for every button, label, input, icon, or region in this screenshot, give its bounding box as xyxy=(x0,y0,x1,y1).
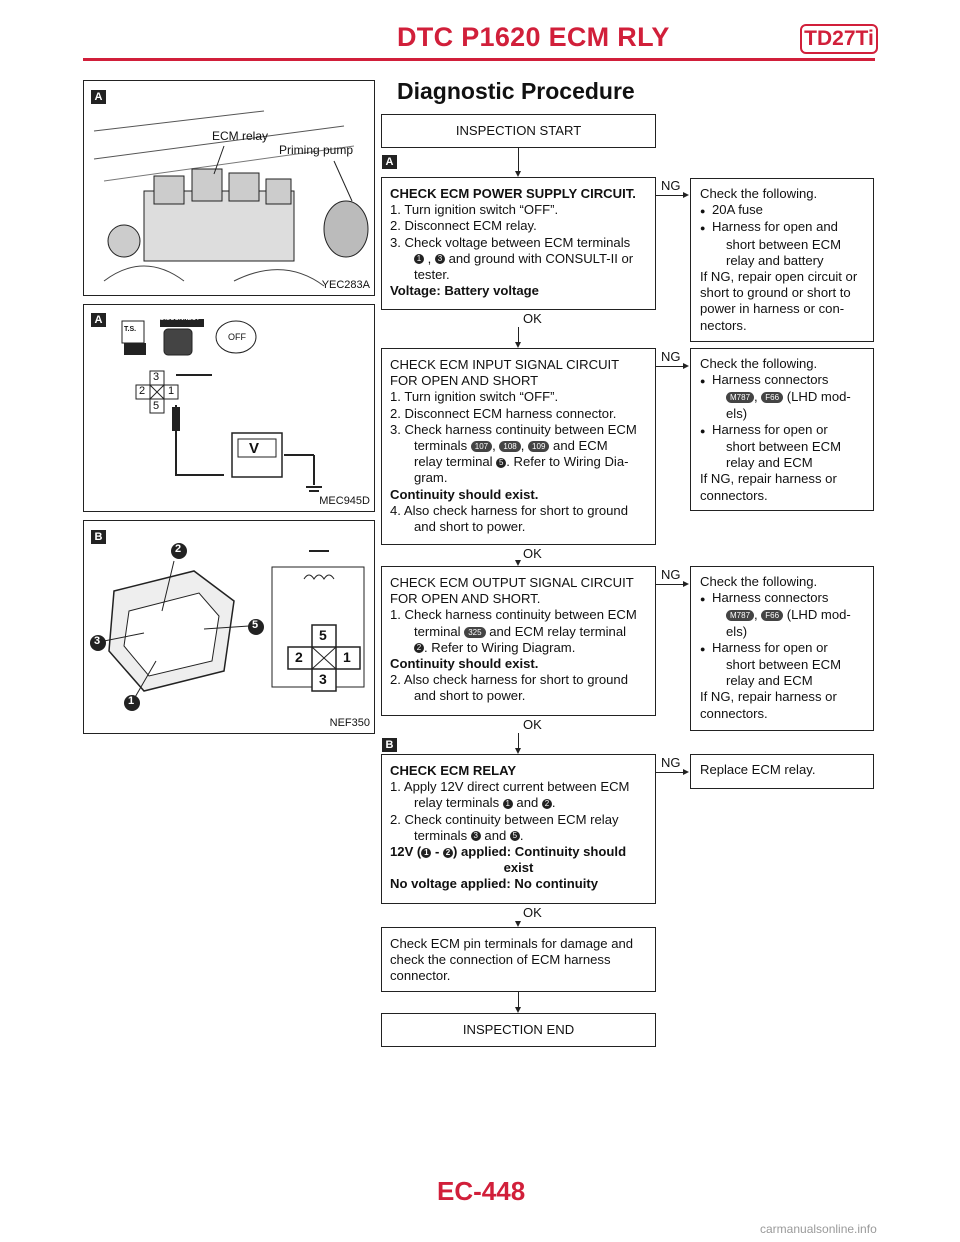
step1-line3: 3. Check voltage between ECM terminals xyxy=(390,234,631,250)
step3-line1: 1. Check harness continuity between ECM xyxy=(390,607,637,623)
terminal-number: 2 xyxy=(443,848,453,858)
terminal-number: 2 xyxy=(542,799,552,809)
connector-pill: F66 xyxy=(761,392,783,403)
step4-result2: No voltage applied: No continuity xyxy=(390,876,599,892)
figure-relay-terminals xyxy=(83,520,375,734)
terminal-number: 1 xyxy=(503,799,513,809)
disconnect-label: DISCONNECT xyxy=(160,316,200,322)
section-title: Diagnostic Procedure xyxy=(397,78,635,104)
step3-box xyxy=(381,566,656,716)
ng-bullet: ● 20A fuse xyxy=(700,202,763,218)
step5-line2: check the connection of ECM harness xyxy=(390,952,611,968)
start-text: INSPECTION START xyxy=(455,123,582,138)
flow-connector xyxy=(518,733,519,749)
flow-connector xyxy=(518,327,519,343)
figure-tag: A xyxy=(91,313,106,327)
ng-line: short to ground or short to xyxy=(700,285,851,301)
step3-ng-label: NG xyxy=(661,567,681,582)
terminal-number: 3 xyxy=(471,831,481,841)
step2-line3: 3. Check harness continuity between ECM xyxy=(390,421,637,437)
step2-ng-label: NG xyxy=(661,349,681,364)
step3-line1b: terminal 325 and ECM relay terminal xyxy=(414,623,627,639)
step1-ng-box xyxy=(690,178,874,342)
step4-ok-label: OK xyxy=(523,905,542,920)
ng-bullet: ● Harness for open or xyxy=(700,639,828,655)
pin-callout: 1 xyxy=(128,695,135,707)
inspection-start-box xyxy=(381,114,656,148)
ng-line: If NG, repair harness or xyxy=(700,689,837,705)
step3-title2: FOR OPEN AND SHORT. xyxy=(390,591,541,607)
figure-tag: B xyxy=(91,530,106,544)
pin-label: 1 xyxy=(168,385,175,397)
ng-line: If NG, repair open circuit or xyxy=(700,269,858,285)
ng-arrow xyxy=(683,769,689,775)
step2-title1: CHECK ECM INPUT SIGNAL CIRCUIT xyxy=(390,357,620,372)
ng-connector xyxy=(656,366,684,367)
flow-tag-a: A xyxy=(382,155,397,169)
ng-bullet: ● Harness for open or xyxy=(700,421,828,437)
step4-line1: 1. Apply 12V direct current between ECM xyxy=(390,779,630,795)
ng-line: Check the following. xyxy=(700,356,818,371)
step3-line2: 2. Also check harness for short to ground xyxy=(390,672,629,688)
connector-pill: M787 xyxy=(726,610,754,621)
figure-tag: A xyxy=(91,90,106,104)
relay-pin-label: 3 xyxy=(319,671,327,687)
terminal-pill: 108 xyxy=(499,441,520,452)
ng-line: Replace ECM relay. xyxy=(700,762,816,777)
step2-ok-label: OK xyxy=(523,546,542,561)
ng-line: relay and ECM xyxy=(726,455,813,471)
ng-line: Check the following. xyxy=(700,186,818,201)
figure-voltage-check xyxy=(83,304,375,512)
step1-line3c: tester. xyxy=(414,267,450,283)
step4-title: CHECK ECM RELAY xyxy=(390,763,517,778)
pin-callout: 2 xyxy=(175,543,182,555)
terminal-number: 2 xyxy=(414,643,424,653)
ecm-relay-label: ECM relay xyxy=(212,129,269,143)
ng-line: Check the following. xyxy=(700,574,818,589)
step2-line2: 2. Disconnect ECM harness connector. xyxy=(390,405,617,421)
pin-label: 5 xyxy=(153,400,160,412)
step1-line3b: 1 , 3 and ground with CONSULT-II or xyxy=(390,251,647,267)
off-label: OFF xyxy=(228,332,246,342)
step1-line1: 1. Turn ignition switch “OFF”. xyxy=(390,202,559,218)
ng-connectors-line: M787 , F66 (LHD mod- xyxy=(700,389,864,405)
ng-line: relay and ECM xyxy=(726,673,813,689)
terminal-pill: 107 xyxy=(471,441,492,452)
ts-label: T.S. xyxy=(124,326,137,333)
connector-pill: M787 xyxy=(726,392,754,403)
ng-line: If NG, repair harness or xyxy=(700,471,837,487)
step4-line1b: relay terminals 1 and 2 . xyxy=(414,795,556,811)
ng-line: power in harness or con- xyxy=(700,301,845,317)
step4-line2b: terminals 3 and 5 . xyxy=(414,827,524,843)
ng-connector xyxy=(656,772,684,773)
step1-line2: 2. Disconnect ECM relay. xyxy=(390,218,537,234)
step1-box xyxy=(381,177,656,310)
step4-ng-box xyxy=(690,754,874,789)
step2-line3d: gram. xyxy=(414,470,448,486)
terminal-number: 3 xyxy=(435,254,445,264)
flow-connector xyxy=(518,148,519,172)
step3-line2b: and short to power. xyxy=(414,688,526,704)
step5-box xyxy=(381,927,656,992)
ng-line: nectors. xyxy=(700,317,747,333)
figure-code: YEC283A xyxy=(321,279,370,291)
ng-line: short between ECM xyxy=(726,236,841,252)
pin-label: 3 xyxy=(153,371,160,383)
step1-ok-label: OK xyxy=(523,311,542,326)
ng-bullet: ● Harness connectors xyxy=(700,372,829,388)
ng-line: els) xyxy=(726,405,748,421)
ng-arrow xyxy=(683,192,689,198)
ng-line: connectors. xyxy=(700,705,768,721)
step5-line1: Check ECM pin terminals for damage and xyxy=(390,936,634,951)
ng-connector xyxy=(656,584,684,585)
step2-result: Continuity should exist. xyxy=(390,486,539,502)
page-number: EC-448 xyxy=(437,1176,526,1206)
step3-ng-box xyxy=(690,566,874,731)
priming-pump-label: Priming pump xyxy=(279,143,354,157)
step3-title1: CHECK ECM OUTPUT SIGNAL CIRCUIT xyxy=(390,575,634,590)
step4-line2: 2. Check continuity between ECM relay xyxy=(390,811,619,827)
voltmeter-label: V xyxy=(249,440,260,457)
pin-callout: 5 xyxy=(252,619,259,631)
end-text: INSPECTION END xyxy=(462,1022,575,1037)
ng-bullet: ● Harness for open and xyxy=(700,219,838,235)
ng-arrow xyxy=(683,581,689,587)
figure-code: NEF350 xyxy=(329,717,370,729)
pin-label: 2 xyxy=(139,385,146,397)
connector-pill: F66 xyxy=(761,610,783,621)
step4-result1: 12V ( 1 - 2 ) applied: Continuity should xyxy=(390,844,627,860)
step4-ng-label: NG xyxy=(661,755,681,770)
step1-title: CHECK ECM POWER SUPPLY CIRCUIT. xyxy=(390,186,636,201)
relay-pin-label: 5 xyxy=(319,627,327,643)
step1-ng-label: NG xyxy=(661,178,681,193)
step2-box xyxy=(381,348,656,545)
engine-bay-illustration xyxy=(84,81,374,295)
step2-line4b: and short to power. xyxy=(414,519,526,535)
terminal-number: 1 xyxy=(414,254,424,264)
step4-box xyxy=(381,754,656,904)
step3-line1c: 2 . Refer to Wiring Diagram. xyxy=(390,640,647,656)
relay-pin-label: 2 xyxy=(295,649,303,665)
header-rule xyxy=(83,58,875,61)
step2-line4: 4. Also check harness for short to ground xyxy=(390,502,629,518)
ng-line: short between ECM xyxy=(726,657,841,673)
figure-code: MEC945D xyxy=(319,495,370,507)
ng-connectors-line: M787 , F66 (LHD mod- xyxy=(700,607,864,623)
flow-connector xyxy=(518,992,519,1008)
step2-line3b: terminals 107 , 108 , 109 and ECM xyxy=(414,438,608,454)
terminal-pill: 325 xyxy=(464,627,485,638)
pin-callout: 3 xyxy=(94,635,101,647)
step4-result1c: exist xyxy=(503,860,534,876)
step3-ok-label: OK xyxy=(523,717,542,732)
step2-line1: 1. Turn ignition switch “OFF”. xyxy=(390,389,559,405)
ng-bullet: ● Harness connectors xyxy=(700,590,829,606)
ng-connector xyxy=(656,195,684,196)
ng-line: relay and battery xyxy=(726,252,824,268)
step1-result: Voltage: Battery voltage xyxy=(390,283,539,299)
terminal-pill: 109 xyxy=(528,441,549,452)
step5-line3: connector. xyxy=(390,968,451,984)
figure-ecm-relay-location xyxy=(83,80,375,296)
engine-badge: TD27Ti xyxy=(800,24,878,54)
page-header-title: DTC P1620 ECM RLY xyxy=(397,22,670,52)
watermark: carmanualsonline.info xyxy=(760,1222,877,1236)
terminal-number: 5 xyxy=(510,831,520,841)
step2-title2: FOR OPEN AND SHORT xyxy=(390,373,539,389)
ng-line: els) xyxy=(726,623,748,639)
flow-tag-b: B xyxy=(382,738,397,752)
terminal-number: 5 xyxy=(496,458,506,468)
step2-line3c: relay terminal 5 . Refer to Wiring Dia- xyxy=(414,454,629,470)
terminal-number: 1 xyxy=(421,848,431,858)
ng-line: connectors. xyxy=(700,487,768,503)
inspection-end-box xyxy=(381,1013,656,1047)
relay-pin-label: 1 xyxy=(343,649,351,665)
ng-arrow xyxy=(683,363,689,369)
step3-result: Continuity should exist. xyxy=(390,656,539,672)
step2-ng-box xyxy=(690,348,874,511)
ng-line: short between ECM xyxy=(726,439,841,455)
